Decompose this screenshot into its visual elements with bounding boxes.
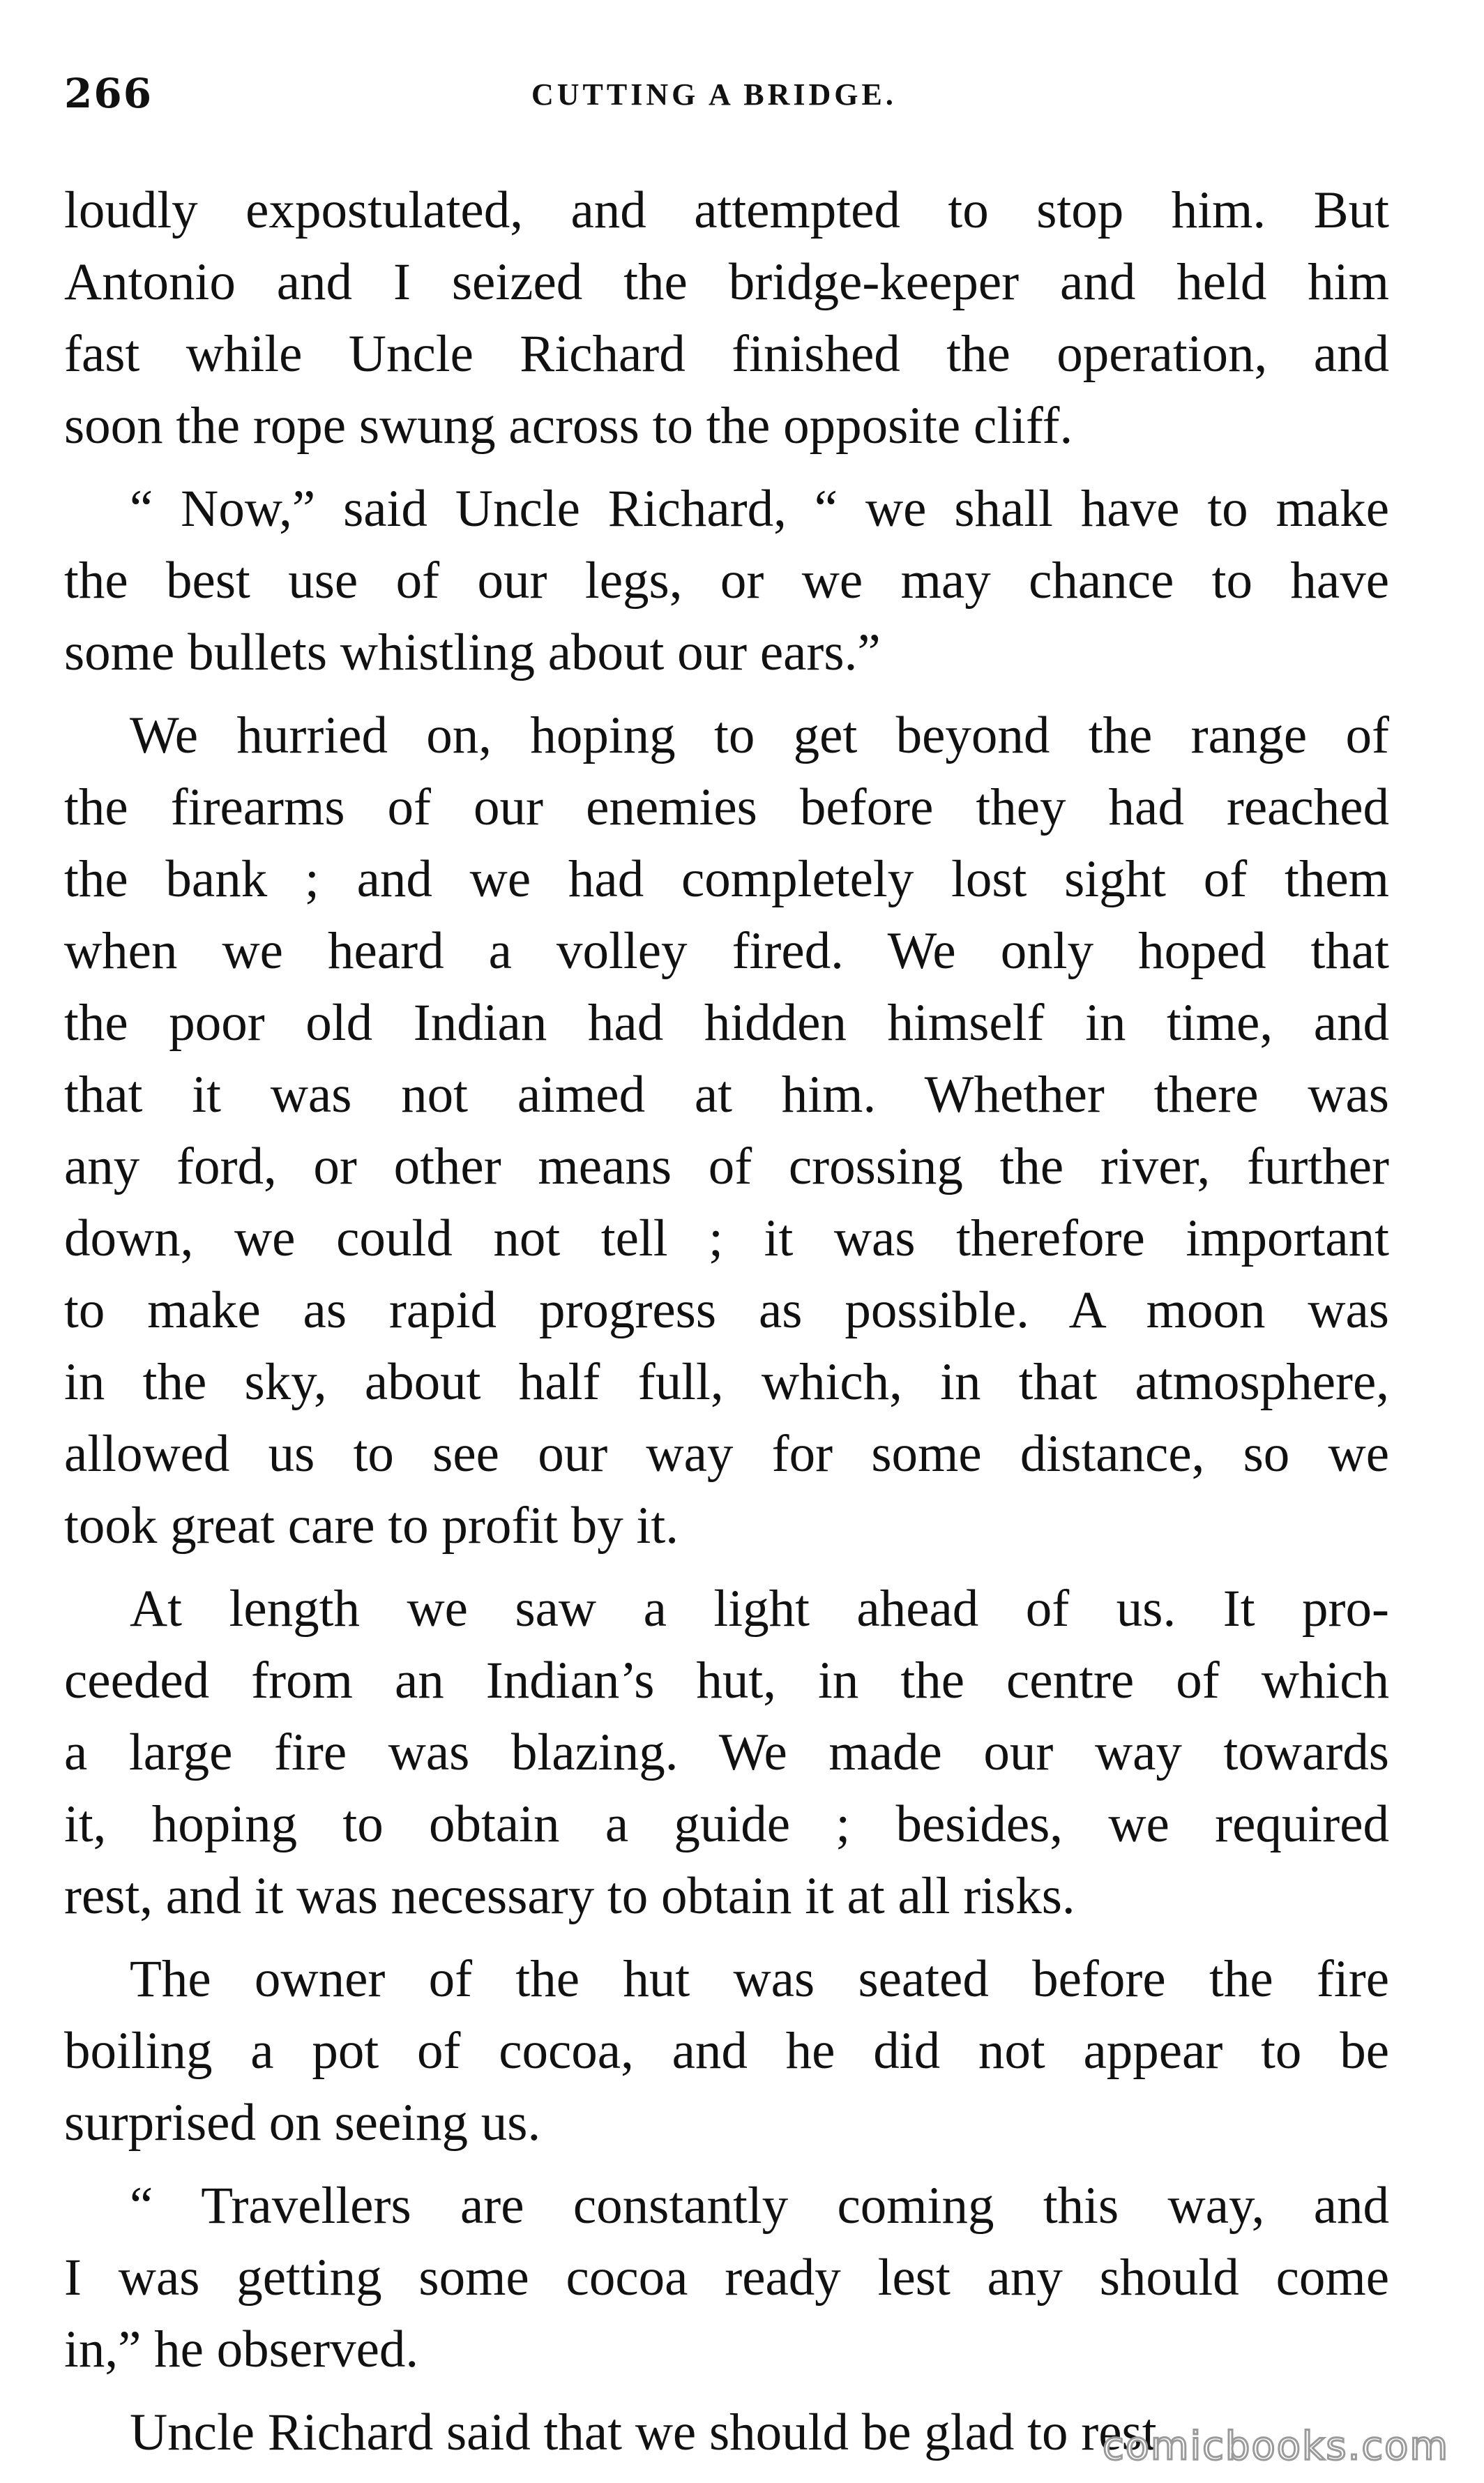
text-line: allowed us to see our way for some distance, so we (64, 1425, 1389, 1483)
text-line: loudly expostulated, and attempted to stop him. But (64, 181, 1389, 239)
paragraph (64, 700, 1389, 1562)
text-line: took great care to profit by it. (64, 1497, 679, 1555)
text-line: down, we could not tell ; it was therefore important (64, 1209, 1389, 1267)
text-line: rest, and it was necessary to obtain it at all risks. (64, 1867, 1075, 1925)
page-header (64, 66, 1389, 121)
paragraph (64, 1943, 1389, 2159)
text-line: We hurried on, hoping to get beyond the range of (130, 707, 1389, 764)
paragraph-gap (64, 2385, 1389, 2397)
text-line: “ Travellers are constantly coming this way, and (130, 2177, 1389, 2235)
watermark: comicbooks.com (1102, 2424, 1449, 2469)
text-line: Uncle Richard said that we should be glad to rest (130, 2403, 1157, 2461)
paragraph-gap (64, 462, 1389, 473)
paragraph (64, 2170, 1389, 2385)
paragraph-gap (64, 2159, 1389, 2170)
text-line: to make as rapid progress as possible. A moon was (64, 1281, 1389, 1339)
text-line: ceeded from an Indian’s hut, in the centre of which (64, 1652, 1389, 1710)
body-text (64, 174, 1389, 2468)
paragraph (64, 174, 1389, 462)
text-line: The owner of the hut was seated before the fire (130, 1950, 1389, 2008)
running-head: CUTTING A BRIDGE. (531, 77, 897, 112)
text-line: in,” he observed. (64, 2320, 419, 2378)
text-line: surprised on seeing us. (64, 2094, 541, 2152)
text-line: the firearms of our enemies before they had reached (64, 778, 1389, 836)
text-line: I was getting some cocoa ready lest any should come (64, 2249, 1389, 2307)
paragraph-gap (64, 1562, 1389, 1573)
paragraph-gap (64, 688, 1389, 700)
page-number: 266 (64, 70, 153, 117)
paragraph (64, 473, 1389, 688)
text-line: that it was not aimed at him. Whether there was (64, 1066, 1389, 1124)
text-line: the poor old Indian had hidden himself in time, and (64, 994, 1389, 1052)
text-line: soon the rope swung across to the opposite cliff. (64, 397, 1073, 455)
text-line: it, hoping to obtain a guide ; besides, we required (64, 1795, 1389, 1853)
text-line: Antonio and I seized the bridge-keeper and held him (64, 253, 1389, 311)
text-line: “ Now,” said Uncle Richard, “ we shall have to make (130, 480, 1389, 538)
text-line: in the sky, about half full, which, in that atmosphere, (64, 1353, 1389, 1411)
text-line: the best use of our legs, or we may chance to have (64, 552, 1389, 610)
text-line: At length we saw a light ahead of us. It pro- (130, 1580, 1389, 1638)
text-line: fast while Uncle Richard finished the operation, and (64, 325, 1389, 383)
text-line: a large fire was blazing. We made our way towards (64, 1723, 1389, 1781)
text-line: the bank ; and we had completely lost sight of them (64, 850, 1389, 908)
paragraph-gap (64, 1932, 1389, 1943)
text-line: some bullets whistling about our ears.” (64, 624, 881, 681)
text-line: when we heard a volley fired. We only hoped that (64, 922, 1389, 980)
text-line: boiling a pot of cocoa, and he did not appear to be (64, 2022, 1389, 2080)
text-line: any ford, or other means of crossing the river, further (64, 1138, 1389, 1195)
paragraph (64, 1573, 1389, 1932)
